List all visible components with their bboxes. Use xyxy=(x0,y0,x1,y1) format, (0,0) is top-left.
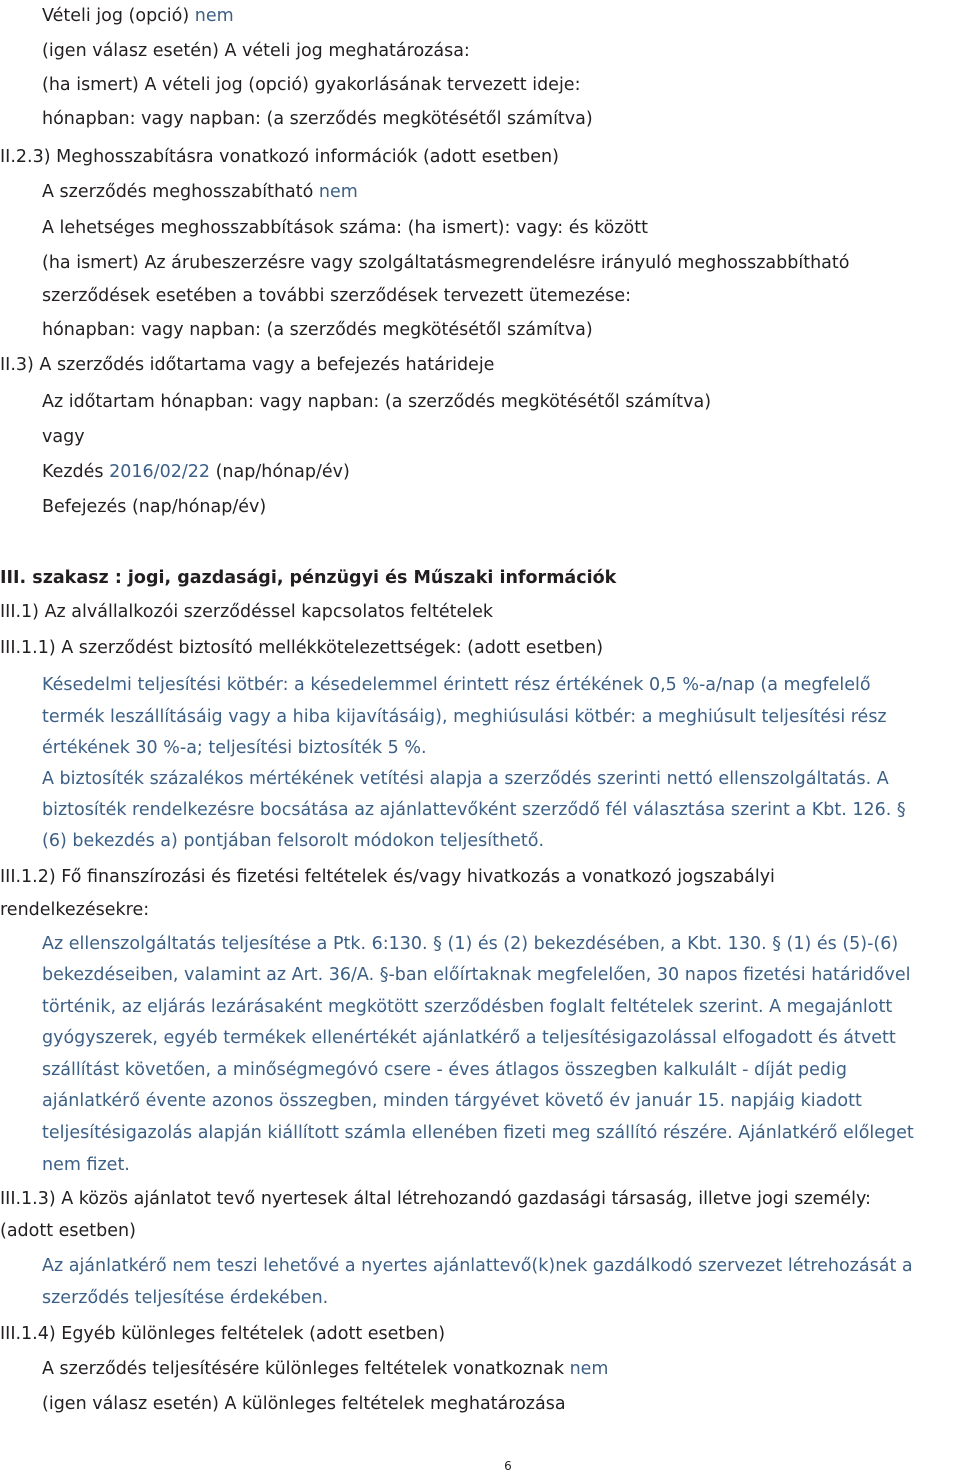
value-line: Az ajánlatkérő nem teszi lehetővé a nyertes ajánlattevő(k)nek gazdálkodó szervezet létrehozását a xyxy=(42,1256,913,1276)
field-value: nem xyxy=(194,6,234,26)
text-line: szerződések esetében a további szerződések tervezett ütemezése: xyxy=(42,286,632,306)
field-label: A szerződés teljesítésére különleges feltételek vonatkoznak xyxy=(42,1359,564,1379)
text-line: Az időtartam hónapban: vagy napban: (a szerződés megkötésétől számítva) xyxy=(42,392,712,412)
field-value: 2016/02/22 xyxy=(109,462,211,482)
field-value: nem xyxy=(318,182,358,202)
text-line: (adott esetben) xyxy=(0,1221,136,1241)
value-line: biztosíték rendelkezésre bocsátása az ajánlattevőként szerződő fél választása szerint a Kbt. 126. § xyxy=(42,800,906,820)
text-line: (igen válasz esetén) A vételi jog meghatározása: xyxy=(42,41,470,61)
field-label: A szerződés meghosszabítható xyxy=(42,182,314,202)
value-line: ajánlatkérő évente azonos összegben, minden tárgyévet követő év január 15. napjáig kiadott xyxy=(42,1091,862,1111)
value-line: termék leszállításáig vagy a hiba kijavításáig), meghiúsulási kötbér: a meghiúsult teljesítési rész xyxy=(42,707,887,727)
section-heading: III.1) Az alvállalkozói szerződéssel kapcsolatos feltételek xyxy=(0,602,494,622)
text-line: hónapban: vagy napban: (a szerződés megkötésétől számítva) xyxy=(42,109,593,129)
text-line: A lehetséges meghosszabbítások száma: (ha ismert): vagy: és között xyxy=(42,218,648,238)
value-line: Késedelmi teljesítési kötbér: a késedelemmel érintett rész értékének 0,5 %-a/nap (a megfelelő xyxy=(42,675,871,695)
text-line: (ha ismert) Az árubeszerzésre vagy szolgáltatásmegrendelésre irányuló meghosszabbítható xyxy=(42,253,850,273)
section-heading: III.1.3) A közös ajánlatot tevő nyertesek által létrehozandó gazdasági társaság, illetve jogi személy: xyxy=(0,1189,871,1209)
section-heading: II.3) A szerződés időtartama vagy a befejezés határideje xyxy=(0,355,495,375)
value-line: szerződés teljesítése érdekében. xyxy=(42,1288,329,1308)
value-line: A biztosíték százalékos mértékének vetítési alapja a szerződés szerinti nettó ellenszolgáltatás. A xyxy=(42,769,889,789)
field-value: nem xyxy=(569,1359,609,1379)
special-conditions-line xyxy=(42,1358,608,1380)
section-heading: III.1.1) A szerződést biztosító mellékkötelezettségek: (adott esetben) xyxy=(0,638,604,658)
value-line: szállítást követően, a minőségmegóvó csere - éves átlagos összegben kalkulált - díját pedig xyxy=(42,1060,847,1080)
text-line: hónapban: vagy napban: (a szerződés megkötésétől számítva) xyxy=(42,320,593,340)
value-line: értékének 30 %-a; teljesítési biztosíték 5 %. xyxy=(42,738,427,758)
option-right-line xyxy=(42,5,234,27)
section-heading: III.1.4) Egyéb különleges feltételek (adott esetben) xyxy=(0,1324,446,1344)
extension-line xyxy=(42,181,358,203)
text-line: (igen válasz esetén) A különleges feltételek meghatározása xyxy=(42,1394,566,1414)
page-number: 6 xyxy=(504,1459,512,1473)
value-line: nem fizet. xyxy=(42,1155,130,1175)
value-line: Az ellenszolgáltatás teljesítése a Ptk. 6:130. § (1) és (2) bekezdésében, a Kbt. 130. § (1) és (5)-(6) xyxy=(42,934,899,954)
text-line: rendelkezésekre: xyxy=(0,900,150,920)
value-line: bekezdéseiben, valamint az Art. 36/A. §-ban előírtaknak megfelelően, 30 napos fizetési határidővel xyxy=(42,965,911,985)
text-line: (ha ismert) A vételi jog (opció) gyakorlásának tervezett ideje: xyxy=(42,75,581,95)
start-date-line xyxy=(42,461,350,483)
section-heading: II.2.3) Meghosszabításra vonatkozó információk (adott esetben) xyxy=(0,147,559,167)
field-suffix: (nap/hónap/év) xyxy=(215,462,350,482)
text-line: Befejezés (nap/hónap/év) xyxy=(42,497,267,517)
text-line: vagy xyxy=(42,427,85,447)
value-line: teljesítésigazolás alapján kiállított számla ellenében fizeti meg szállító részére. Ajánlatkérő előleget xyxy=(42,1123,914,1143)
field-label: Vételi jog (opció) xyxy=(42,6,190,26)
section-title: III. szakasz : jogi, gazdasági, pénzügyi és Műszaki információk xyxy=(0,568,617,588)
value-line: (6) bekezdés a) pontjában felsorolt módokon teljesíthető. xyxy=(42,831,545,851)
section-heading: III.1.2) Fő finanszírozási és fizetési feltételek és/vagy hivatkozás a vonatkozó jogszabályi xyxy=(0,867,775,887)
value-line: történik, az eljárás lezárásaként megkötött szerződésben foglalt feltételek szerint. A megajánlott xyxy=(42,997,893,1017)
value-line: gyógyszerek, egyéb termékek ellenértékét ajánlatkérő a teljesítésigazolással elfogadott és átvett xyxy=(42,1028,896,1048)
field-label: Kezdés xyxy=(42,462,104,482)
